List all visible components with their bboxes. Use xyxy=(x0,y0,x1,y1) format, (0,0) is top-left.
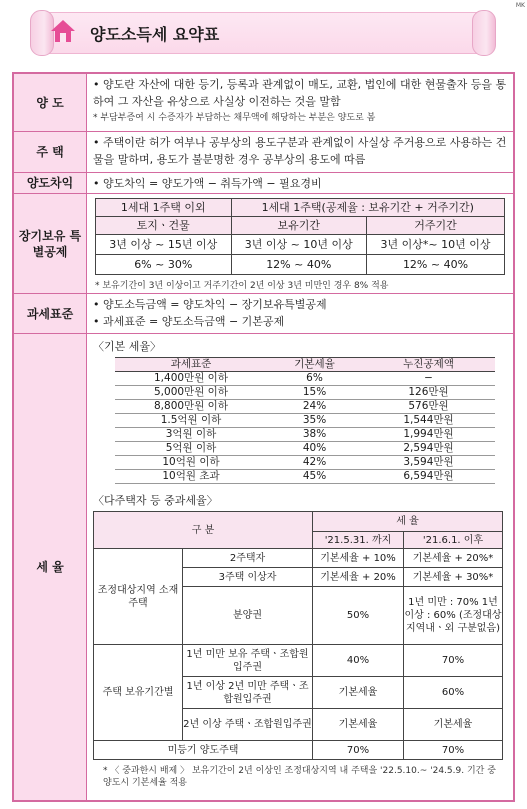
heavy-cell: 2주택자 xyxy=(183,549,313,568)
basic-rate-row xyxy=(115,414,495,428)
basic-rate-cell: 6,594만원 xyxy=(362,470,495,484)
basic-header: 과세표준 xyxy=(115,358,267,372)
basic-rate-cell: 1.5억원 이하 xyxy=(115,414,267,428)
heavy-cell: 기본세율 + 30%* xyxy=(404,568,503,587)
heavy-header-gubun: 구 분 xyxy=(94,512,313,549)
basic-rate-caption: 〈기본 세율〉 xyxy=(93,340,162,353)
label-transfer: 양 도 xyxy=(14,74,87,131)
basic-rate-cell: − xyxy=(362,372,495,386)
heavy-cell: 40% xyxy=(313,645,404,677)
basic-rate-cell: 10억원 초과 xyxy=(115,470,267,484)
basic-rate-cell: 1,994만원 xyxy=(362,428,495,442)
heavy-group-period: 주택 보유기간별 xyxy=(94,645,183,741)
basic-rate-cell: 8,800만원 이하 xyxy=(115,400,267,414)
basic-rate-row xyxy=(115,470,495,484)
heavy-cell: 3주택 이상자 xyxy=(183,568,313,587)
basic-rate-cell: 24% xyxy=(267,400,362,414)
label-gain: 양도차익 xyxy=(14,173,87,193)
heavy-cell: 기본세율 + 20% xyxy=(313,568,404,587)
label-longterm: 장기보유 특별공제 xyxy=(14,194,87,293)
label-rate: 세 율 xyxy=(14,334,87,800)
row-rate xyxy=(14,334,513,800)
gain-formula: • 양도차익 = 양도가액 − 취득가액 − 필요경비 xyxy=(93,177,322,190)
basic-rate-cell: 42% xyxy=(267,456,362,470)
basic-rate-cell: 35% xyxy=(267,414,362,428)
row-transfer xyxy=(14,74,513,132)
row-longterm xyxy=(14,194,513,294)
house-definition: • 주택이란 허가 여부나 공부상의 용도구분과 관계없이 사실상 주거용으로 사용하는 건물을 말하며, 용도가 불분명한 경우 공부상의 용도에 따름 xyxy=(93,136,507,166)
basic-rate-cell: 2,594만원 xyxy=(362,442,495,456)
basic-rate-cell: 1,544만원 xyxy=(362,414,495,428)
basic-rate-cell: 15% xyxy=(267,386,362,400)
house-icon xyxy=(50,19,76,43)
transfer-definition: • 양도란 자산에 대한 등기, 등록과 관계없이 매도, 교환, 법인에 대한 현물출자 등을 통하여 그 자산을 유상으로 사실상 이전하는 것을 말함 xyxy=(93,78,507,108)
title-banner xyxy=(30,8,496,56)
heavy-cell: 1년 이상 2년 미만 주택ㆍ조합원입주권 xyxy=(183,677,313,709)
basic-rate-cell: 5억원 이하 xyxy=(115,442,267,456)
heavy-header-rate: 세 율 xyxy=(313,512,503,532)
lt-sub-holding: 보유기간 xyxy=(231,217,367,235)
page-title: 양도소득세 요약표 xyxy=(90,25,220,44)
basic-rate-table xyxy=(115,357,495,484)
heavy-cell: 2년 이상 주택ㆍ조합원입주권 xyxy=(183,709,313,741)
longterm-table xyxy=(95,198,505,275)
heavy-cell: 기본세율 + 10% xyxy=(313,549,404,568)
side-mark: MK xyxy=(515,2,525,9)
heavy-header-after: '21.6.1. 이후 xyxy=(404,532,503,549)
lt-cell: 12% ~ 40% xyxy=(367,255,505,275)
lt-sub-land: 토지ㆍ건물 xyxy=(96,217,232,235)
row-house xyxy=(14,132,513,173)
basic-rate-cell: 576만원 xyxy=(362,400,495,414)
heavy-cell: 기본세율 xyxy=(404,709,503,741)
heavy-header-before: '21.5.31. 까지 xyxy=(313,532,404,549)
heavy-cell: 기본세율 + 20%* xyxy=(404,549,503,568)
heavy-rate-caption: 〈다주택자 등 중과세율〉 xyxy=(93,494,218,507)
label-house: 주 택 xyxy=(14,132,87,172)
basic-rate-cell: 6% xyxy=(267,372,362,386)
basic-rate-cell: 40% xyxy=(267,442,362,456)
base-formula-2: • 과세표준 = 양도소득금액 − 기본공제 xyxy=(93,315,285,328)
basic-header: 기본세율 xyxy=(267,358,362,372)
basic-rate-cell: 3억원 이하 xyxy=(115,428,267,442)
basic-rate-row xyxy=(115,372,495,386)
basic-rate-cell: 3,594만원 xyxy=(362,456,495,470)
lt-sub-residence: 거주기간 xyxy=(367,217,505,235)
heavy-cell: 기본세율 xyxy=(313,709,404,741)
basic-rate-cell: 38% xyxy=(267,428,362,442)
scroll-right-decoration xyxy=(472,10,496,56)
row-base xyxy=(14,294,513,334)
heavy-cell: 70% xyxy=(313,741,404,760)
basic-rate-row xyxy=(115,442,495,456)
label-base: 과세표준 xyxy=(14,294,87,333)
rate-footnote: * 〈 중과한시 배제 〉 보유기간이 2년 이상인 조정대상지역 내 주택을 '22.5.10.~ '24.5.9. 기간 중 양도시 기본세율 적용 xyxy=(103,766,496,788)
lt-cell: 6% ~ 30% xyxy=(96,255,232,275)
heavy-cell: 60% xyxy=(404,677,503,709)
basic-rate-cell: 126만원 xyxy=(362,386,495,400)
heavy-cell: 70% xyxy=(404,741,503,760)
basic-rate-row xyxy=(115,386,495,400)
basic-rate-cell: 1,400만원 이하 xyxy=(115,372,267,386)
basic-rate-row xyxy=(115,456,495,470)
heavy-rate-table xyxy=(93,511,503,760)
base-formula-1: • 양도소득금액 = 양도차익 − 장기보유특별공제 xyxy=(93,298,327,311)
lt-cell: 3년 이상 ~ 15년 이상 xyxy=(96,235,232,255)
lt-header-other: 1세대 1주택 이외 xyxy=(96,199,232,217)
basic-rate-row xyxy=(115,400,495,414)
lt-cell: 12% ~ 40% xyxy=(231,255,367,275)
heavy-cell: 1년 미만 : 70% 1년 이상 : 60% (조정대상지역내ㆍ외 구분없음) xyxy=(404,587,503,645)
summary-table xyxy=(12,72,515,802)
lt-cell: 3년 이상*~ 10년 이상 xyxy=(367,235,505,255)
heavy-group-adjusted: 조정대상지역 소재 주택 xyxy=(94,549,183,645)
basic-rate-row xyxy=(115,428,495,442)
heavy-unregistered: 미등기 양도주택 xyxy=(94,741,313,760)
heavy-cell: 1년 미만 보유 주택ㆍ조합원입주권 xyxy=(183,645,313,677)
basic-rate-cell: 5,000만원 이하 xyxy=(115,386,267,400)
basic-header: 누진공제액 xyxy=(362,358,495,372)
row-gain xyxy=(14,173,513,194)
heavy-cell: 50% xyxy=(313,587,404,645)
basic-rate-cell: 45% xyxy=(267,470,362,484)
lt-cell: 3년 이상 ~ 10년 이상 xyxy=(231,235,367,255)
heavy-cell: 기본세율 xyxy=(313,677,404,709)
lt-header-one-house: 1세대 1주택(공제율 : 보유기간 + 거주기간) xyxy=(231,199,505,217)
longterm-note: * 보유기간이 3년 이상이고 거주기간이 2년 이상 3년 미만인 경우 8% 적용 xyxy=(95,281,389,291)
basic-rate-cell: 10억원 이하 xyxy=(115,456,267,470)
heavy-cell: 분양권 xyxy=(183,587,313,645)
heavy-cell: 70% xyxy=(404,645,503,677)
transfer-note: * 부담부증여 시 수증자가 부담하는 채무액에 해당하는 부분은 양도로 봄 xyxy=(93,113,376,123)
